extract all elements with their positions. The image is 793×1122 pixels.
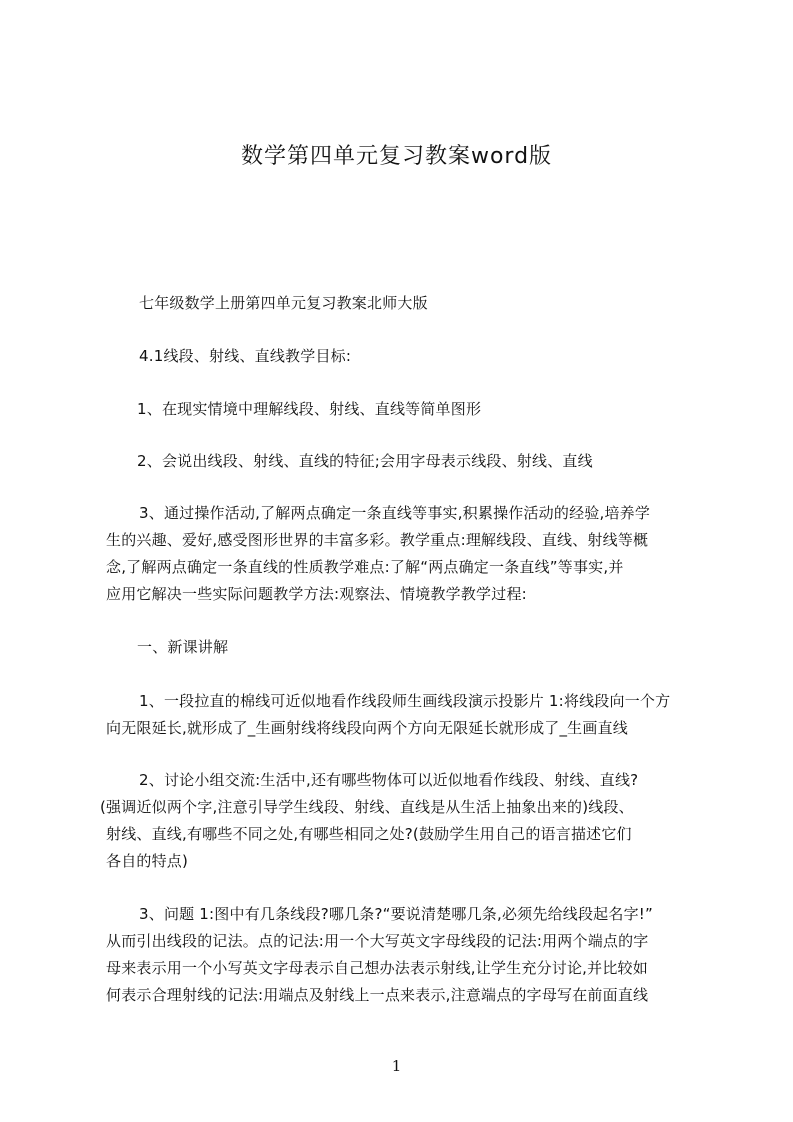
paragraph-line: 3、通过操作活动,了解两点确定一条直线等事实,积累操作活动的经验,培养学 bbox=[139, 504, 651, 522]
paragraph-line: 生的兴趣、爱好,感受图形世界的丰富多彩。教学重点:理解线段、直线、射线等概 bbox=[106, 531, 649, 549]
paragraph-line: 从而引出线段的记法。点的记法:用一个大写英文字母线段的记法:用两个端点的字 bbox=[106, 932, 649, 950]
page-number: 1 bbox=[391, 1057, 402, 1075]
paragraph-line: 应用它解决一些实际问题教学方法:观察法、情境教学教学过程: bbox=[106, 585, 527, 603]
paragraph-line: 4.1线段、射线、直线教学目标: bbox=[139, 347, 352, 365]
paragraph-line: 七年级数学上册第四单元复习教案北师大版 bbox=[139, 294, 428, 312]
paragraph-line: 1、一段拉直的棉线可近似地看作线段师生画线段演示投影片 1:将线段向一个方 bbox=[139, 692, 671, 710]
paragraph-line: 1、在现实情境中理解线段、射线、直线等简单图形 bbox=[137, 400, 482, 418]
paragraph-line: 2、会说出线段、射线、直线的特征;会用字母表示线段、射线、直线 bbox=[137, 452, 593, 470]
paragraph-line: 何表示合理射线的记法:用端点及射线上一点来表示,注意端点的字母写在前面直线 bbox=[106, 986, 649, 1004]
paragraph-line: 射线、直线,有哪些不同之处,有哪些相同之处?(鼓励学生用自己的语言描述它们 bbox=[106, 825, 632, 843]
document-title: 数学第四单元复习教案word版 bbox=[240, 144, 553, 169]
paragraph-line: 各自的特点) bbox=[106, 852, 189, 870]
paragraph-line: 母来表示用一个小写英文字母表示自己想办法表示射线,让学生充分讨论,并比较如 bbox=[106, 959, 648, 977]
paragraph-line: 向无限延长,就形成了_生画射线将线段向两个方向无限延长就形成了_生画直线 bbox=[106, 719, 628, 737]
paragraph-line: 3、问题 1:图中有几条线段?哪几条?“要说清楚哪几条,必须先给线段起名字!” bbox=[139, 905, 653, 923]
paragraph-line: (强调近似两个字,注意引导学生线段、射线、直线是从生活上抽象出来的)线段、 bbox=[100, 798, 634, 816]
section-heading: 一、新课讲解 bbox=[137, 638, 229, 656]
paragraph-line: 念,了解两点确定一条直线的性质教学难点:了解“两点确定一条直线”等事实,并 bbox=[106, 558, 624, 576]
paragraph-line: 2、讨论小组交流:生活中,还有哪些物体可以近似地看作线段、射线、直线? bbox=[139, 771, 639, 789]
